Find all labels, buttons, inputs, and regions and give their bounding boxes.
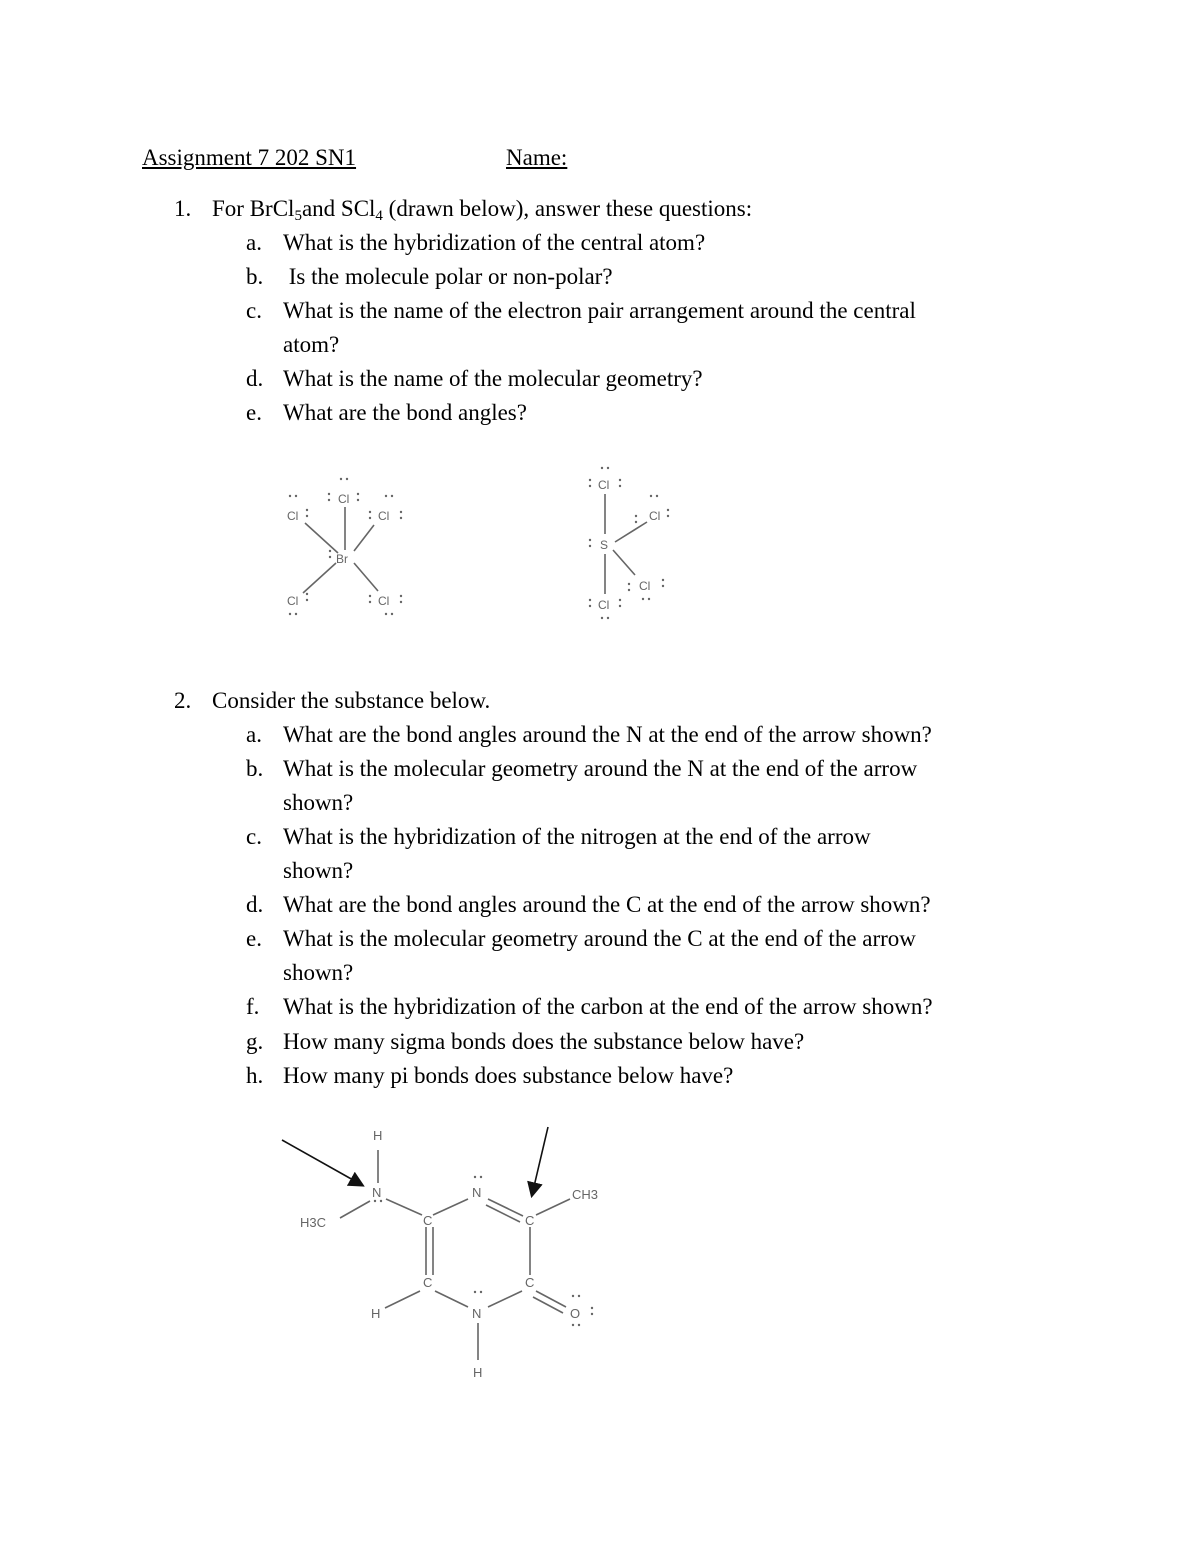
q1-item-a-letter: a.: [246, 230, 262, 255]
q2-item-h-text: How many pi bonds does substance below have?: [283, 1063, 734, 1088]
cl-atom-label-lower-right: Cl: [378, 594, 390, 608]
q2-item-b-text: What is the molecular geometry around the N at the end of the arrow: [283, 756, 918, 781]
cl-atom-label-right: Cl: [649, 509, 661, 523]
q2-number: 2.: [174, 688, 192, 713]
q2-item-g-text: How many sigma bonds does the substance below have?: [283, 1029, 805, 1054]
s-atom-label: S: [600, 538, 609, 552]
q2-prompt: Consider the substance below.: [212, 688, 491, 713]
q2-item-c-continuation: shown?: [283, 858, 354, 883]
q1-item-e-letter: e.: [246, 400, 262, 425]
c-atom-label-ring-lower-right: C: [525, 1275, 535, 1290]
q2-item-e-continuation: shown?: [283, 960, 354, 985]
q2-item-e-text: What is the molecular geometry around the C at the end of the arrow: [283, 926, 916, 951]
q1-item-c-letter: c.: [246, 298, 262, 323]
q2-item-d-letter: d.: [246, 892, 264, 917]
cl-atom-label-top: Cl: [338, 492, 350, 506]
cl-atom-label-top: Cl: [598, 478, 610, 492]
methyl-left-label: H3C: [300, 1215, 327, 1230]
cl-atom-label-upper-right: Cl: [378, 509, 390, 523]
br-atom-label: Br: [336, 552, 348, 566]
o-atom-label: O: [570, 1306, 581, 1321]
h-atom-label-top: H: [373, 1128, 383, 1143]
q2-item-b-continuation: shown?: [283, 790, 354, 815]
methyl-right-label: CH3: [572, 1187, 599, 1202]
q2-item-a-text: What are the bond angles around the N at the end of the arrow shown?: [283, 722, 932, 747]
q2-item-e-letter: e.: [246, 926, 262, 951]
n-atom-label-amine: N: [372, 1185, 382, 1200]
scl4-structure: [575, 460, 675, 625]
q1-item-b-text: Is the molecule polar or non-polar?: [283, 264, 613, 289]
brcl5-structure: [270, 465, 420, 625]
assignment-title: Assignment 7 202 SN1: [142, 145, 357, 170]
n-atom-label-ring-bottom: N: [472, 1306, 482, 1321]
q1-item-b-letter: b.: [246, 264, 264, 289]
q2-item-g-letter: g.: [246, 1029, 264, 1054]
name-label: Name:: [506, 145, 568, 170]
q2-item-h-letter: h.: [246, 1063, 264, 1088]
c-atom-label-ring-right: C: [525, 1213, 535, 1228]
h-atom-label-left: H: [371, 1306, 381, 1321]
q1-item-e-text: What are the bond angles?: [283, 400, 527, 425]
q2-item-d-text: What are the bond angles around the C at the end of the arrow shown?: [283, 892, 931, 917]
cl-atom-label-lower-right: Cl: [639, 579, 651, 593]
q1-number: 1.: [174, 196, 192, 221]
h-atom-label-bottom: H: [473, 1365, 483, 1380]
q2-item-c-letter: c.: [246, 824, 262, 849]
q1-item-c-continuation: atom?: [283, 332, 340, 357]
q2-item-b-letter: b.: [246, 756, 264, 781]
arrow-to-nitrogen: [282, 1140, 362, 1185]
q2-item-f-text: What is the hybridization of the carbon at the end of the arrow shown?: [283, 994, 933, 1019]
c-atom-label-ring-left: C: [423, 1213, 433, 1228]
cl-atom-label-bottom: Cl: [598, 598, 610, 612]
c-atom-label-ring-lower-left: C: [423, 1275, 433, 1290]
q1-item-a-text: What is the hybridization of the central atom?: [283, 230, 706, 255]
n-atom-label-ring-top: N: [472, 1185, 482, 1200]
q1-item-d-text: What is the name of the molecular geometry?: [283, 366, 703, 391]
pyrimidinone-structure: [270, 1115, 630, 1390]
cl-atom-label-lower-left: Cl: [287, 594, 299, 608]
q2-item-a-letter: a.: [246, 722, 262, 747]
cl-atom-label-upper-left: Cl: [287, 509, 299, 523]
q2-item-c-text: What is the hybridization of the nitrogen at the end of the arrow: [283, 824, 871, 849]
q1-item-c-text: What is the name of the electron pair arrangement around the central: [283, 298, 916, 323]
arrow-to-carbon: [532, 1127, 548, 1195]
q2-item-f-letter: f.: [246, 994, 260, 1019]
q1-prompt: For BrCl$_5$and SCl$_4$ (drawn below), answer these questions:: [212, 196, 753, 224]
q1-item-d-letter: d.: [246, 366, 264, 391]
